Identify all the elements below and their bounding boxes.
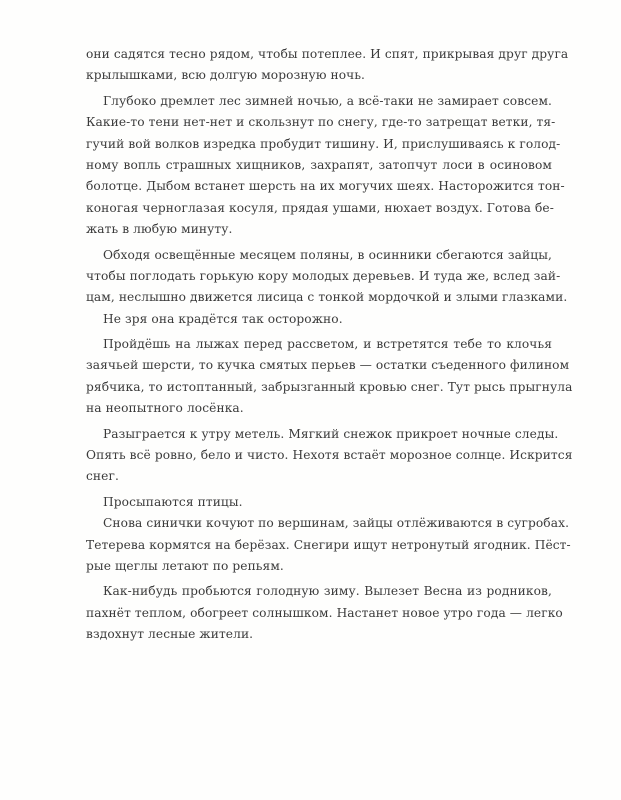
- text-line: коногая черноглазая косуля, прядая ушами, нюхает воздух. Готова бе-: [86, 200, 554, 215]
- text-line: Снова синички кочуют по вершинам, зайцы отлёживаются в сугробах.: [103, 516, 570, 531]
- text-line: заячьей шерсти, то кучка смятых перьев — остатки съеденного филином: [86, 358, 570, 373]
- text-line: Опять всё ровно, бело и чисто. Нехотя встаёт морозное солнце. Искрится: [86, 448, 573, 463]
- paragraph: [86, 334, 573, 420]
- text-line: вздохнут лесные жители.: [86, 627, 254, 642]
- page-text: [86, 44, 573, 646]
- paragraph: [86, 424, 573, 488]
- text-line: Глубоко дремлет лес зимней ночью, а всё-таки не замирает совсем.: [103, 93, 552, 108]
- text-line: цам, неслышно движется лисица с тонкой мордочкой и злыми глазками.: [86, 290, 568, 305]
- paragraph: [86, 309, 552, 330]
- text-line: на неопытного лосёнка.: [86, 401, 244, 416]
- text-line: Тетерева кормятся на берёзах. Снегири ищут нетронутый ягодник. Пёст-: [86, 537, 571, 552]
- paragraph: [86, 581, 563, 645]
- text-line: снег.: [86, 469, 119, 484]
- text-line: Как-нибудь пробьются голодную зиму. Вылезет Весна из родников,: [103, 584, 552, 599]
- text-line: Какие-то тени нет-нет и скользнут по снегу, где-то затрещат ветки, тя-: [86, 115, 556, 130]
- text-line: Обходя освещённые месяцем поляны, в осинники сбегаются зайцы,: [103, 247, 552, 262]
- text-line: они садятся тесно рядом, чтобы потеплее. И спят, прикрывая друг друга: [86, 47, 569, 61]
- paragraph: [86, 245, 568, 309]
- text-line: гучий вой волков изредка пробудит тишину. И, прислушиваясь к голод-: [86, 136, 561, 151]
- paragraph: [86, 492, 552, 513]
- text-line: ному вопль страшных хищников, захрапят, затопчут лоси в осиновом: [86, 157, 552, 172]
- text-line: рябчика, то истоптанный, забрызганный кровью снег. Тут рысь прыгнула: [86, 379, 573, 394]
- paragraph: [86, 44, 569, 87]
- text-line: Просыпаются птицы.: [103, 494, 243, 509]
- text-line: пахнёт теплом, обогреет солнышком. Настанет новое утро года — легко: [86, 605, 563, 620]
- paragraph: [86, 513, 571, 577]
- text-line: крылышками, всю долгую морозную ночь.: [86, 68, 366, 83]
- text-line: жать в любую минуту.: [86, 222, 233, 237]
- text-line: рые щеглы летают по репьям.: [86, 558, 284, 573]
- text-line: Разыграется к утру метель. Мягкий снежок прикроет ночные следы.: [103, 426, 559, 441]
- text-line: чтобы поглодать горькую кору молодых деревьев. И туда же, вслед зай-: [86, 268, 561, 283]
- text-line: болотце. Дыбом встанет шерсть на их могучих шеях. Насторожится тон-: [86, 179, 565, 194]
- paragraph: [86, 91, 565, 241]
- text-line: Не зря она крадётся так осторожно.: [103, 311, 343, 326]
- text-line: Пройдёшь на лыжах перед рассветом, и встретятся тебе то клочья: [103, 337, 552, 352]
